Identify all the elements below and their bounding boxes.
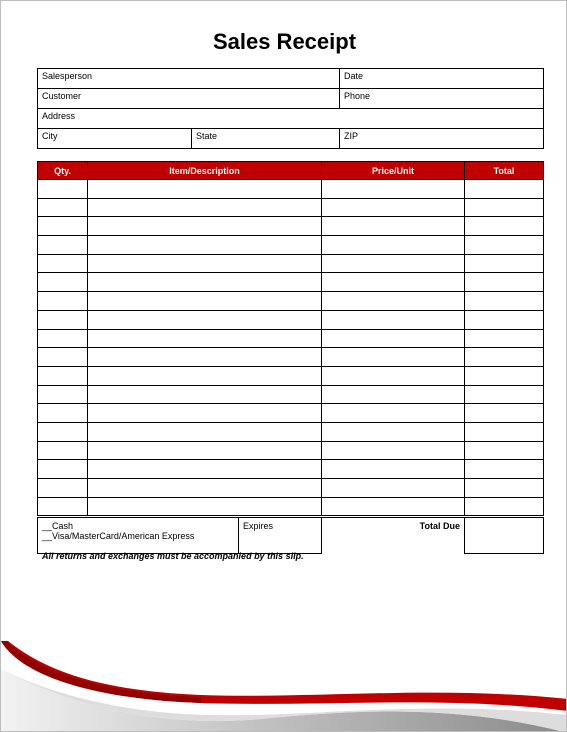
zip-label: ZIP (344, 131, 359, 141)
price-unit-cell[interactable] (322, 198, 465, 217)
phone-label: Phone (344, 91, 371, 101)
price-unit-cell[interactable] (322, 479, 465, 498)
price-unit-cell[interactable] (322, 292, 465, 311)
expires-cell[interactable] (239, 518, 322, 554)
table-row (38, 217, 544, 236)
price-unit-cell[interactable] (322, 180, 465, 199)
address-field[interactable] (38, 109, 544, 129)
price-unit-cell[interactable] (322, 329, 465, 348)
item-description-cell[interactable] (88, 441, 322, 460)
item-description-cell[interactable] (88, 198, 322, 217)
item-description-cell[interactable] (88, 422, 322, 441)
table-row (38, 460, 544, 479)
price-unit-cell[interactable] (322, 217, 465, 236)
qty-cell[interactable] (38, 385, 88, 404)
item-description-cell[interactable] (88, 292, 322, 311)
table-row (38, 366, 544, 385)
item-description-cell[interactable] (88, 329, 322, 348)
price-unit-cell[interactable] (322, 385, 465, 404)
qty-cell[interactable] (38, 273, 88, 292)
header-total: Total (465, 162, 544, 180)
price-unit-cell[interactable] (322, 348, 465, 367)
qty-cell[interactable] (38, 479, 88, 498)
expires-label: Expires (243, 521, 274, 531)
qty-cell[interactable] (38, 292, 88, 311)
qty-cell[interactable] (38, 441, 88, 460)
item-description-cell[interactable] (88, 236, 322, 255)
total-cell[interactable] (465, 310, 544, 329)
cash-option[interactable]: __Cash (42, 521, 74, 531)
table-row (38, 310, 544, 329)
qty-cell[interactable] (38, 366, 88, 385)
total-cell[interactable] (465, 348, 544, 367)
header-qty: Qty. (38, 162, 88, 180)
address-label: Address (42, 111, 76, 121)
item-rows (38, 180, 544, 516)
customer-info-table (37, 68, 544, 149)
price-unit-cell[interactable] (322, 441, 465, 460)
table-row (38, 292, 544, 311)
decorative-wave (1, 641, 567, 732)
total-cell[interactable] (465, 236, 544, 255)
table-row (38, 479, 544, 498)
item-description-cell[interactable] (88, 497, 322, 516)
date-label: Date (344, 71, 364, 81)
total-cell[interactable] (465, 404, 544, 423)
price-unit-cell[interactable] (322, 404, 465, 423)
price-unit-cell[interactable] (322, 273, 465, 292)
item-description-cell[interactable] (88, 479, 322, 498)
total-cell[interactable] (465, 422, 544, 441)
table-row (38, 441, 544, 460)
item-description-cell[interactable] (88, 273, 322, 292)
item-description-cell[interactable] (88, 217, 322, 236)
total-cell[interactable] (465, 273, 544, 292)
total-cell[interactable] (465, 198, 544, 217)
total-due-label: Total Due (419, 521, 460, 531)
table-row (38, 254, 544, 273)
qty-cell[interactable] (38, 329, 88, 348)
item-description-cell[interactable] (88, 310, 322, 329)
table-row (38, 422, 544, 441)
total-cell[interactable] (465, 441, 544, 460)
qty-cell[interactable] (38, 217, 88, 236)
table-row (38, 273, 544, 292)
state-label: State (196, 131, 218, 141)
zip-field[interactable] (340, 129, 544, 149)
page-title: Sales Receipt (212, 29, 357, 54)
qty-cell[interactable] (38, 254, 88, 273)
state-field[interactable] (192, 129, 340, 149)
customer-field[interactable] (38, 89, 340, 109)
table-row (38, 404, 544, 423)
total-due-label-cell (322, 518, 465, 554)
header-price-unit: Price/Unit (322, 162, 465, 180)
price-unit-cell[interactable] (322, 236, 465, 255)
payment-method-cell[interactable] (38, 518, 239, 554)
payment-table (37, 517, 544, 554)
qty-cell[interactable] (38, 422, 88, 441)
qty-cell[interactable] (38, 236, 88, 255)
phone-field[interactable] (340, 89, 544, 109)
total-cell[interactable] (465, 254, 544, 273)
city-label: City (42, 131, 58, 141)
total-cell[interactable] (465, 329, 544, 348)
city-field[interactable] (38, 129, 192, 149)
table-row (38, 180, 544, 199)
qty-cell[interactable] (38, 180, 88, 199)
item-description-cell[interactable] (88, 254, 322, 273)
total-cell[interactable] (465, 217, 544, 236)
table-row (38, 497, 544, 516)
salesperson-field[interactable] (38, 69, 340, 89)
table-row (38, 329, 544, 348)
price-unit-cell[interactable] (322, 254, 465, 273)
price-unit-cell[interactable] (322, 460, 465, 479)
total-cell[interactable] (465, 366, 544, 385)
qty-cell[interactable] (38, 497, 88, 516)
total-cell[interactable] (465, 479, 544, 498)
date-field[interactable] (340, 69, 544, 89)
item-description-cell[interactable] (88, 460, 322, 479)
total-due-value[interactable] (465, 518, 544, 554)
item-description-cell[interactable] (88, 385, 322, 404)
table-row (38, 348, 544, 367)
total-cell[interactable] (465, 460, 544, 479)
returns-note: All returns and exchanges must be accompanied by this slip. (42, 551, 304, 561)
total-cell[interactable] (465, 497, 544, 516)
item-description-cell[interactable] (88, 404, 322, 423)
qty-cell[interactable] (38, 198, 88, 217)
table-row (38, 236, 544, 255)
price-unit-cell[interactable] (322, 497, 465, 516)
total-cell[interactable] (465, 180, 544, 199)
customer-label: Customer (42, 91, 82, 101)
qty-cell[interactable] (38, 404, 88, 423)
price-unit-cell[interactable] (322, 366, 465, 385)
qty-cell[interactable] (38, 348, 88, 367)
price-unit-cell[interactable] (322, 310, 465, 329)
qty-cell[interactable] (38, 310, 88, 329)
qty-cell[interactable] (38, 460, 88, 479)
table-row (38, 198, 544, 217)
items-table (37, 161, 544, 516)
price-unit-cell[interactable] (322, 422, 465, 441)
salesperson-label: Salesperson (42, 71, 93, 81)
item-description-cell[interactable] (88, 180, 322, 199)
card-option[interactable]: __Visa/MasterCard/American Express (42, 531, 195, 541)
item-description-cell[interactable] (88, 366, 322, 385)
total-cell[interactable] (465, 292, 544, 311)
total-cell[interactable] (465, 385, 544, 404)
item-description-cell[interactable] (88, 348, 322, 367)
header-item-description: Item/Description (88, 162, 322, 180)
table-row (38, 385, 544, 404)
